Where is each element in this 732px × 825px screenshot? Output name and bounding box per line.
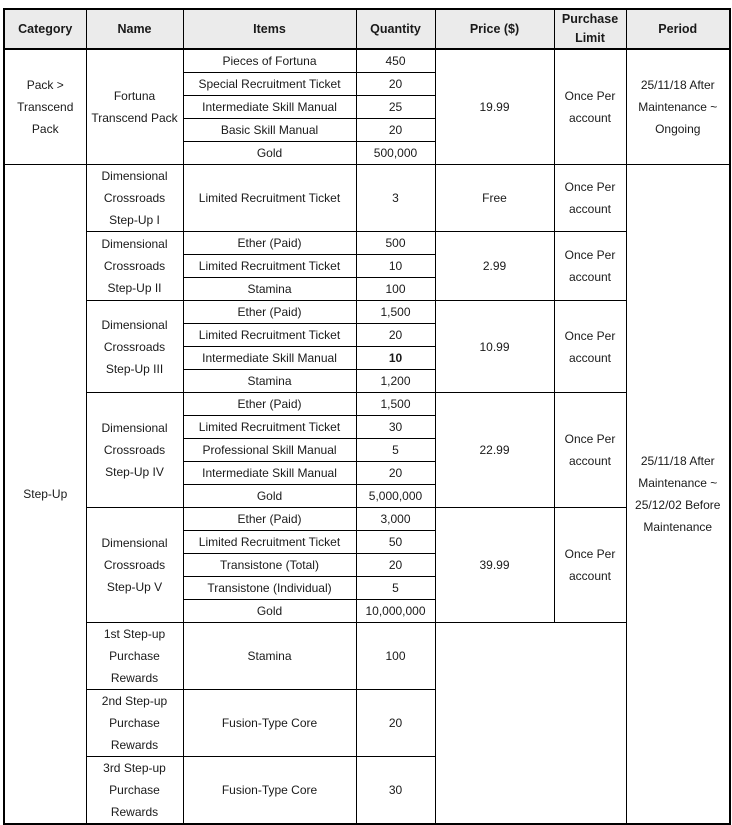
purchase-limit-cell: Once Per account <box>554 301 626 393</box>
item-cell: Fusion-Type Core <box>183 690 356 757</box>
header-period: Period <box>626 9 730 49</box>
item-cell: Intermediate Skill Manual <box>183 96 356 119</box>
quantity-cell: 500,000 <box>356 142 435 165</box>
item-cell: Limited Recruitment Ticket <box>183 416 356 439</box>
item-cell: Fusion-Type Core <box>183 757 356 825</box>
stepup-period-cell: 25/11/18 After Maintenance ~ 25/12/02 Before Maintenance <box>626 165 730 825</box>
item-cell: Gold <box>183 485 356 508</box>
quantity-cell: 1,500 <box>356 393 435 416</box>
pack-name-cell: Fortuna Transcend Pack <box>86 49 183 165</box>
header-quantity: Quantity <box>356 9 435 49</box>
table-row <box>4 623 730 690</box>
empty-price-limit-cell <box>435 623 626 825</box>
quantity-cell: 20 <box>356 554 435 577</box>
price-cell: 19.99 <box>435 49 554 165</box>
header-price: Price ($) <box>435 9 554 49</box>
quantity-cell: 1,200 <box>356 370 435 393</box>
reward1-name-cell: 1st Step-up Purchase Rewards <box>86 623 183 690</box>
item-cell: Intermediate Skill Manual <box>183 462 356 485</box>
quantity-cell: 450 <box>356 49 435 73</box>
item-cell: Stamina <box>183 370 356 393</box>
stepup5-name-cell: Dimensional Crossroads Step-Up V <box>86 508 183 623</box>
quantity-cell: 5 <box>356 577 435 600</box>
item-cell: Pieces of Fortuna <box>183 49 356 73</box>
item-cell: Limited Recruitment Ticket <box>183 165 356 232</box>
price-cell: 10.99 <box>435 301 554 393</box>
quantity-cell: 500 <box>356 232 435 255</box>
quantity-cell: 30 <box>356 416 435 439</box>
price-cell: 39.99 <box>435 508 554 623</box>
item-cell: Intermediate Skill Manual <box>183 347 356 370</box>
price-cell: Free <box>435 165 554 232</box>
quantity-cell: 30 <box>356 757 435 825</box>
quantity-cell: 100 <box>356 623 435 690</box>
item-cell: Limited Recruitment Ticket <box>183 324 356 347</box>
quantity-cell: 10,000,000 <box>356 600 435 623</box>
stepup3-name-cell: Dimensional Crossroads Step-Up III <box>86 301 183 393</box>
quantity-cell: 5 <box>356 439 435 462</box>
table-body <box>4 49 730 824</box>
purchase-limit-cell: Once Per account <box>554 232 626 301</box>
item-cell: Gold <box>183 142 356 165</box>
header-row <box>4 9 730 49</box>
table-row <box>4 301 730 324</box>
item-cell: Limited Recruitment Ticket <box>183 255 356 278</box>
item-cell: Limited Recruitment Ticket <box>183 531 356 554</box>
stepup4-name-cell: Dimensional Crossroads Step-Up IV <box>86 393 183 508</box>
quantity-cell: 5,000,000 <box>356 485 435 508</box>
item-cell: Ether (Paid) <box>183 301 356 324</box>
item-cell: Professional Skill Manual <box>183 439 356 462</box>
quantity-cell: 10 <box>356 255 435 278</box>
quantity-cell: 50 <box>356 531 435 554</box>
stepup2-name-cell: Dimensional Crossroads Step-Up II <box>86 232 183 301</box>
quantity-cell: 25 <box>356 96 435 119</box>
quantity-cell: 20 <box>356 73 435 96</box>
header-name: Name <box>86 9 183 49</box>
table-row <box>4 49 730 73</box>
shop-items-table <box>3 8 731 825</box>
item-cell: Transistone (Total) <box>183 554 356 577</box>
item-cell: Ether (Paid) <box>183 508 356 531</box>
item-cell: Special Recruitment Ticket <box>183 73 356 96</box>
quantity-cell: 20 <box>356 324 435 347</box>
item-cell: Ether (Paid) <box>183 393 356 416</box>
table-row <box>4 232 730 255</box>
reward2-name-cell: 2nd Step-up Purchase Rewards <box>86 690 183 757</box>
item-cell: Basic Skill Manual <box>183 119 356 142</box>
purchase-limit-cell: Once Per account <box>554 165 626 232</box>
table-header <box>4 9 730 49</box>
purchase-limit-cell: Once Per account <box>554 49 626 165</box>
item-cell: Stamina <box>183 278 356 301</box>
quantity-cell: 3 <box>356 165 435 232</box>
stepup1-name-cell: Dimensional Crossroads Step-Up I <box>86 165 183 232</box>
table-row <box>4 165 730 232</box>
quantity-cell: 3,000 <box>356 508 435 531</box>
item-cell: Gold <box>183 600 356 623</box>
quantity-cell: 100 <box>356 278 435 301</box>
quantity-cell: 20 <box>356 462 435 485</box>
price-cell: 2.99 <box>435 232 554 301</box>
stepup-category-cell: Step-Up <box>4 165 86 825</box>
quantity-cell: 1,500 <box>356 301 435 324</box>
item-cell: Transistone (Individual) <box>183 577 356 600</box>
quantity-cell: 20 <box>356 690 435 757</box>
purchase-limit-cell: Once Per account <box>554 393 626 508</box>
item-cell: Ether (Paid) <box>183 232 356 255</box>
header-purchase-limit: Purchase Limit <box>554 9 626 49</box>
item-cell: Stamina <box>183 623 356 690</box>
header-items: Items <box>183 9 356 49</box>
quantity-cell: 10 <box>356 347 435 370</box>
reward3-name-cell: 3rd Step-up Purchase Rewards <box>86 757 183 825</box>
quantity-cell: 20 <box>356 119 435 142</box>
header-category: Category <box>4 9 86 49</box>
pack-category-cell: Pack > Transcend Pack <box>4 49 86 165</box>
purchase-limit-cell: Once Per account <box>554 508 626 623</box>
price-cell: 22.99 <box>435 393 554 508</box>
period-cell: 25/11/18 After Maintenance ~ Ongoing <box>626 49 730 165</box>
table-row <box>4 393 730 416</box>
table-row <box>4 508 730 531</box>
